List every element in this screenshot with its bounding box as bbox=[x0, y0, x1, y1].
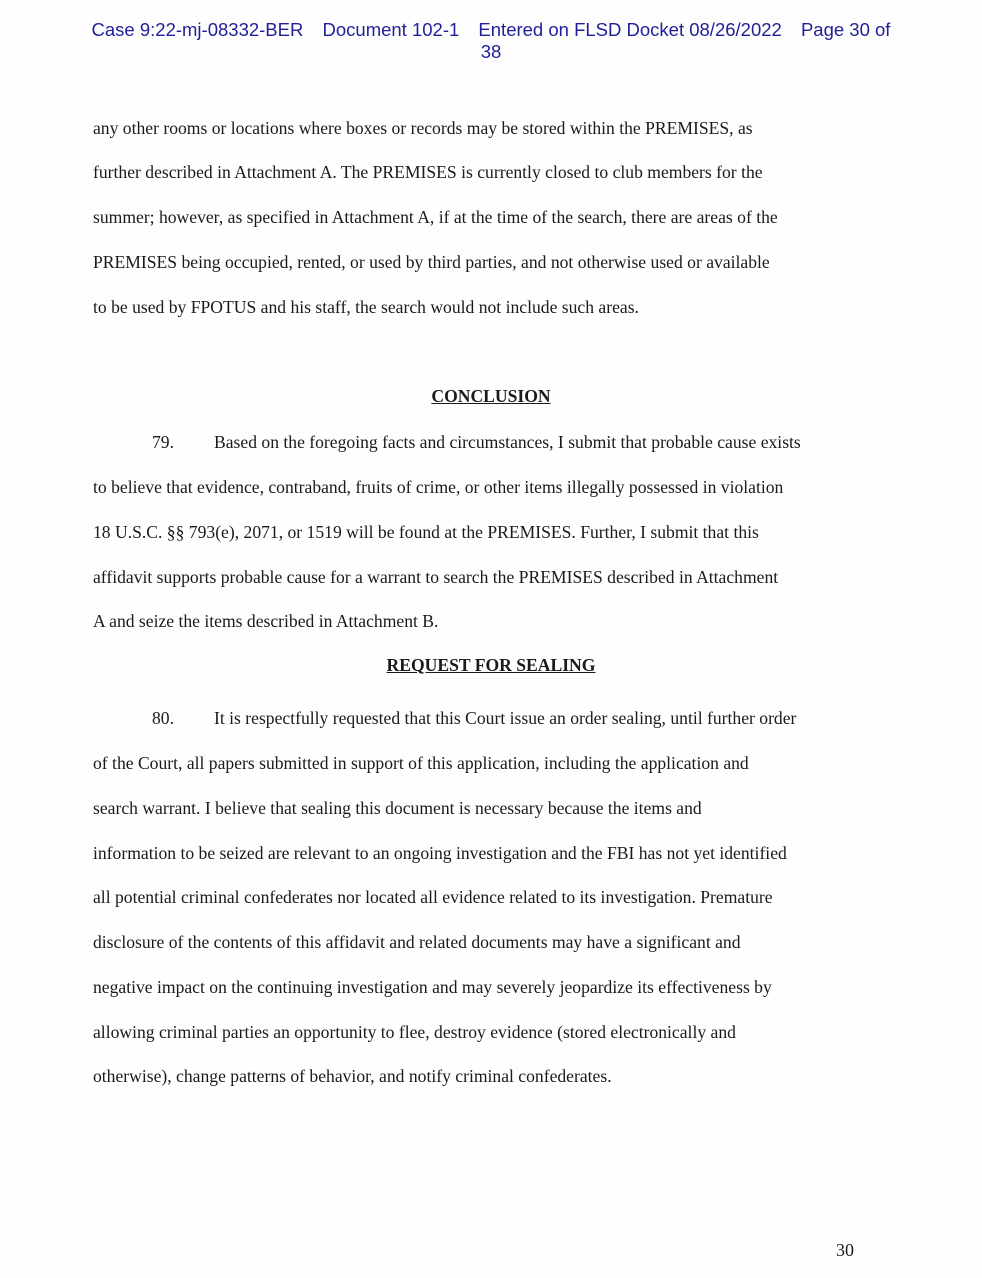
text-line: affidavit supports probable cause for a warrant to search the PREMISES described in Attachment bbox=[93, 567, 779, 587]
docket-header bbox=[0, 19, 982, 63]
sealing-heading: REQUEST FOR SEALING bbox=[386, 655, 596, 675]
page-indicator: Page 30 of bbox=[800, 19, 891, 40]
entered-date: Entered on FLSD Docket 08/26/2022 bbox=[478, 19, 782, 40]
text-line: It is respectfully requested that this Court issue an order sealing, until further order bbox=[214, 708, 797, 728]
text-line: information to be seized are relevant to an ongoing investigation and the FBI has not yet identified bbox=[93, 843, 787, 863]
text-line: all potential criminal confederates nor located all evidence related to its investigation. Premature bbox=[93, 887, 773, 907]
paragraph-number: 79. bbox=[152, 432, 174, 452]
page-total: 38 bbox=[480, 41, 502, 62]
text-line: further described in Attachment A. The PREMISES is currently closed to club members for the bbox=[93, 162, 763, 182]
text-line: to be used by FPOTUS and his staff, the search would not include such areas. bbox=[93, 297, 639, 317]
text-line: Based on the foregoing facts and circumstances, I submit that probable cause exists bbox=[214, 432, 801, 452]
paragraph-number: 80. bbox=[152, 708, 174, 728]
text-line: any other rooms or locations where boxes or records may be stored within the PREMISES, as bbox=[93, 118, 753, 138]
text-line: summer; however, as specified in Attachment A, if at the time of the search, there are areas of the bbox=[93, 207, 778, 227]
text-line: allowing criminal parties an opportunity to flee, destroy evidence (stored electronically and bbox=[93, 1022, 736, 1042]
text-line: search warrant. I believe that sealing this document is necessary because the items and bbox=[93, 798, 702, 818]
text-line: disclosure of the contents of this affidavit and related documents may have a significant and bbox=[93, 932, 741, 952]
case-number: Case 9:22-mj-08332-BER bbox=[91, 19, 304, 40]
document-number: Document 102-1 bbox=[322, 19, 460, 40]
conclusion-heading: CONCLUSION bbox=[431, 386, 551, 406]
page-number: 30 bbox=[836, 1240, 854, 1260]
text-line: to believe that evidence, contraband, fruits of crime, or other items illegally possessed in violation bbox=[93, 477, 784, 497]
text-line: 18 U.S.C. §§ 793(e), 2071, or 1519 will be found at the PREMISES. Further, I submit that this bbox=[93, 522, 759, 542]
text-line: negative impact on the continuing investigation and may severely jeopardize its effectiveness by bbox=[93, 977, 772, 997]
text-line: otherwise), change patterns of behavior, and notify criminal confederates. bbox=[93, 1066, 612, 1086]
text-line: PREMISES being occupied, rented, or used by third parties, and not otherwise used or available bbox=[93, 252, 770, 272]
text-line: of the Court, all papers submitted in support of this application, including the application and bbox=[93, 753, 749, 773]
text-line: A and seize the items described in Attachment B. bbox=[93, 611, 439, 631]
